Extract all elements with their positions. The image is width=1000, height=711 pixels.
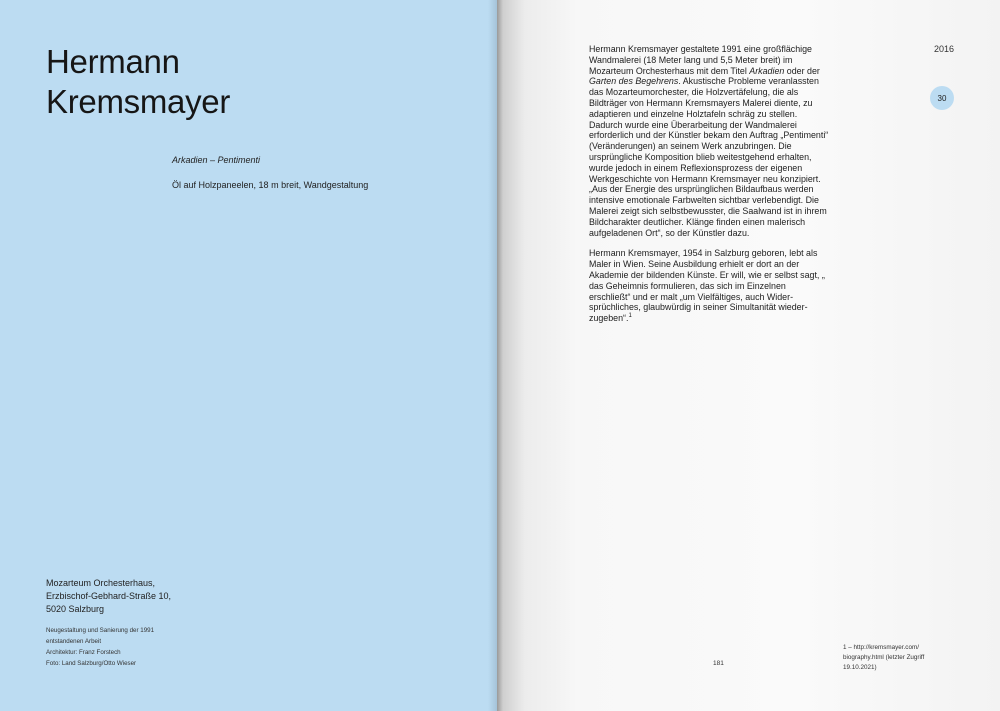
page-number: 181: [713, 660, 724, 667]
italic-title-arkadien: Arkadien: [749, 65, 785, 76]
text-run: oder der: [784, 65, 820, 76]
entry-number-badge: 30: [930, 86, 954, 110]
footnote-line: 1 – http://kremsmayer.com/: [843, 644, 919, 651]
body-text: [589, 44, 829, 334]
paragraph-2: [589, 248, 829, 324]
text-run: Hermann Kremsmayer gestaltete 1991 eine großflächige Wandmalerei (18 Meter lang und 5,5 Meter breit) im Mozarteum Orchesterhaus mit dem Titel: [589, 44, 812, 76]
year-label: 2016: [934, 44, 955, 54]
text-run: Hermann Kremsmayer, 1954 in Salzburg geboren, lebt als Maler in Wien. Seine Ausbildung erhielt er dort an der Akademie der bildenden Künste. Er will, wie er selbst sagt, „ das Geheimnis formulieren, das sich im Einzelnen erschließt“ und er malt „um Vielfältiges, auch Widersprüchliches, glaubwürdig in seiner Simultanität wiederzugeben“.: [589, 248, 825, 324]
address-line: Mozarteum Orchesterhaus,: [46, 578, 156, 588]
footnote-line: biography.html (letzter Zugriff: [843, 654, 925, 661]
text-run: . Akustische Probleme veranlassten das Mozarteumorchester, die Holzvertäfelung, die als Bildträger von Hermann Kremsmayers Malerei diente, zu adaptieren und einzelne Holztafeln schräg zu stellen. Dadurch wurde eine Überarbeitung der Wandmalerei erforderlich und der Künstler bekam den Auftrag „Pentimenti“ (Veränderungen) an seinem Werk anzubringen. Die ursprüngliche Komposition blieb weitestgehend erhalten, wurde jedoch in einem Reflexionsprozess der eigenen Werkgeschichte von Hermann Kremsmayer neu konzipiert. „Aus der Energie des ursprünglichen Bildaufbaus werden intensive emotionale Farbwelten sichtbar verlebendigt. Die Malerei zeigt sich selbstbewusster, die Saalwand ist in ihrem Bildcharakter deutlicher. Klänge finden einen malerisch aufgeladenen Ort“, so der Künstler dazu.: [589, 76, 829, 238]
artist-name-line1: Hermann: [46, 43, 180, 80]
footnote-line: 19.10.2021): [843, 664, 877, 671]
artist-name: [46, 42, 230, 122]
location-address: [46, 577, 171, 616]
left-page: [0, 0, 497, 711]
credit-line: Neugestaltung und Sanierung der 1991: [46, 627, 155, 634]
paragraph-1: [589, 44, 829, 238]
work-title: Arkadien – Pentimenti: [172, 155, 261, 165]
gutter-shadow: [488, 0, 497, 711]
address-line: 5020 Salzburg: [46, 604, 105, 614]
credits: [46, 625, 154, 669]
artist-name-line2: Kremsmayer: [46, 83, 231, 120]
footnote: [843, 643, 953, 673]
address-line: Erzbischof-Gebhard-Straße 10,: [46, 591, 172, 601]
italic-title-garten: Garten des Begehrens: [589, 76, 679, 87]
work-medium: Öl auf Holzpaneelen, 18 m breit, Wandgestaltung: [172, 180, 369, 190]
footnote-marker: 1: [628, 313, 632, 320]
credit-line: Architektur: Franz Forstech: [46, 649, 121, 656]
credit-line: entstandenen Arbeit: [46, 638, 102, 645]
credit-line: Foto: Land Salzburg/Otto Wieser: [46, 660, 137, 667]
